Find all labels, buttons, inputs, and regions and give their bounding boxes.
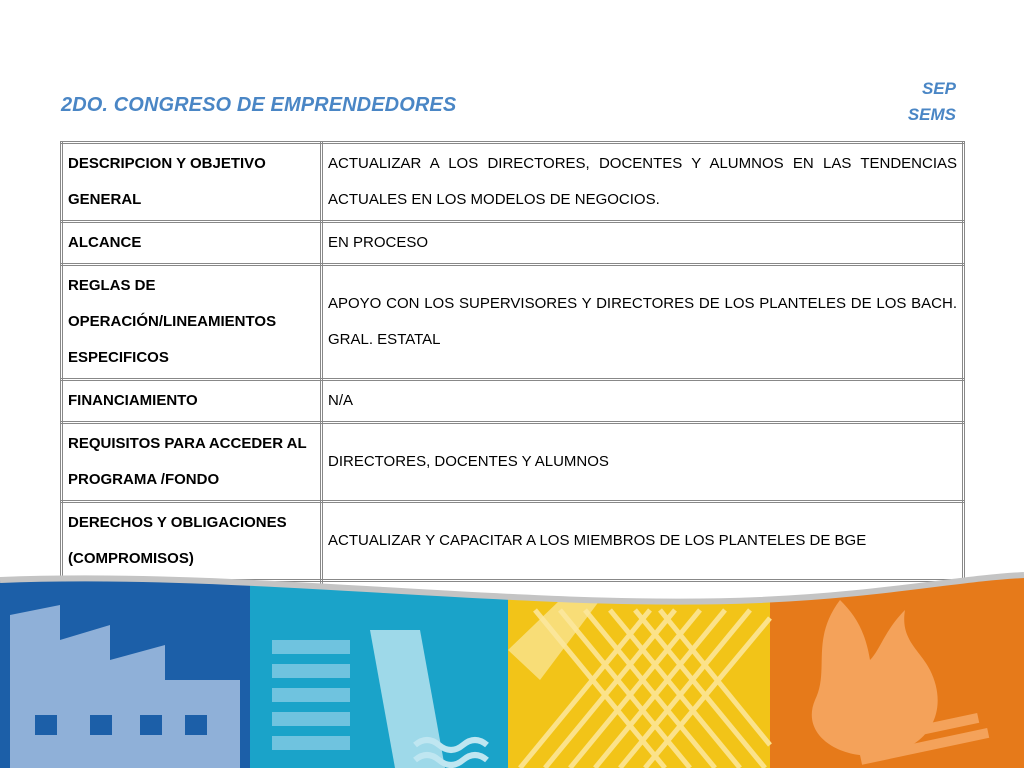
row-value: EN PROCESO: [322, 222, 964, 265]
org-sems: SEMS: [907, 105, 956, 124]
row-value: ACTUALIZAR A LOS DIRECTORES, DOCENTES Y ALUMNOS EN LAS TENDENCIAS ACTUALES EN LOS MODELOS DE NEGOCIOS.: [322, 143, 964, 222]
table-row: [62, 265, 964, 380]
table-row: [62, 423, 964, 502]
table-row: [62, 222, 964, 265]
row-value: DIRECTORES, DOCENTES Y ALUMNOS: [322, 423, 964, 502]
table-row: [62, 380, 964, 423]
table-row: [62, 502, 964, 581]
row-value: APOYO CON LOS SUPERVISORES Y DIRECTORES DE LOS PLANTELES DE LOS BACH. GRAL. ESTATAL: [322, 265, 964, 380]
row-label: ALCANCE: [62, 222, 322, 265]
row-label: DERECHOS Y OBLIGACIONES (COMPROMISOS): [62, 502, 322, 581]
program-info-table: [60, 141, 965, 625]
row-label: DESCRIPCION Y OBJETIVO GENERAL: [62, 143, 322, 222]
org-sep: SEP: [921, 79, 956, 98]
slide-title: 2DO. CONGRESO DE EMPRENDEDORES: [61, 94, 457, 116]
organization-label: [908, 76, 956, 128]
row-label: FINANCIAMIENTO: [62, 380, 322, 423]
row-value: N/A: [322, 380, 964, 423]
row-value: ACTUALIZAR Y CAPACITAR A LOS MIEMBROS DE LOS PLANTELES DE BGE: [322, 502, 964, 581]
row-label: REQUISITOS PARA ACCEDER AL PROGRAMA /FONDO: [62, 423, 322, 502]
row-label: REGLAS DE OPERACIÓN/LINEAMIENTOS ESPECIFICOS: [62, 265, 322, 380]
table-row: [62, 143, 964, 222]
decorative-footer-banner: [0, 570, 1024, 768]
